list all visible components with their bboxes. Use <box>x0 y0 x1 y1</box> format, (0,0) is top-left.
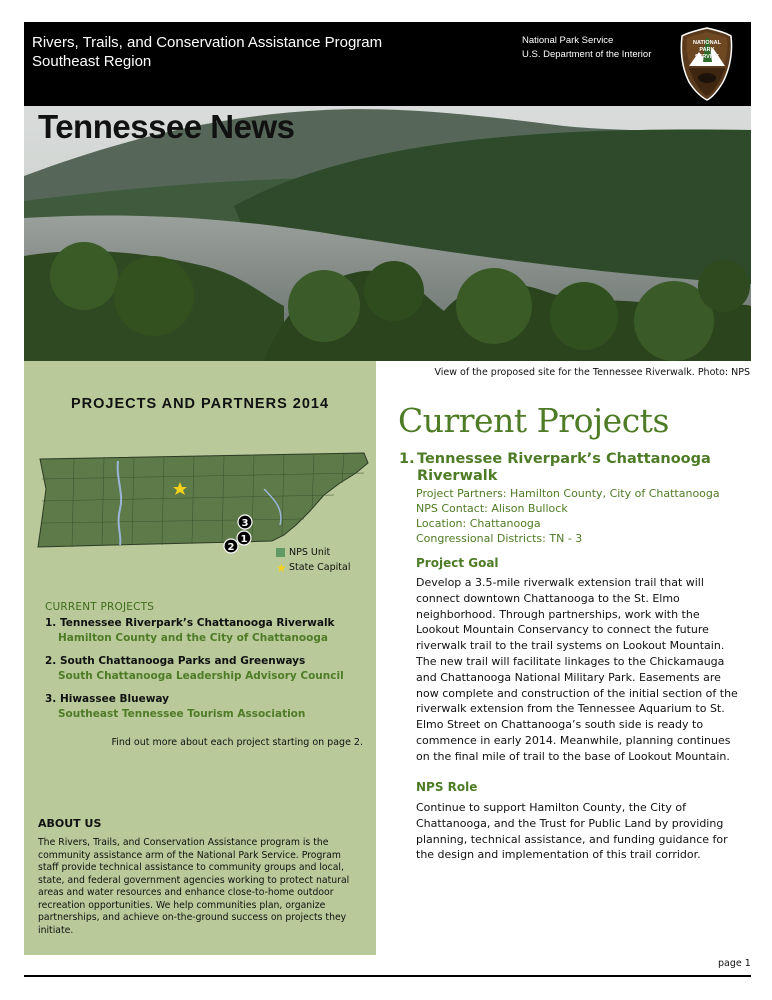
project-number: 1. <box>399 451 415 467</box>
project-name: 1. Tennessee Riverpark’s Chattanooga Riverwalk <box>45 617 335 629</box>
current-projects-list <box>45 616 365 730</box>
agency-line-2: U.S. Department of the Interior <box>522 49 652 60</box>
nps-contact: NPS Contact: Alison Bullock <box>416 502 568 515</box>
project-title-line-2: Riverwalk <box>417 468 498 484</box>
agency-line-1: National Park Service <box>522 35 614 46</box>
congressional-districts: Congressional Districts: TN - 3 <box>416 532 583 545</box>
logo-text-service: SERVICE <box>694 54 720 60</box>
project-name: 2. South Chattanooga Parks and Greenways <box>45 655 306 667</box>
page-number: page 1 <box>718 958 751 969</box>
project-goal-heading: Project Goal <box>416 556 499 570</box>
project-partner: Southeast Tennessee Tourism Association <box>58 708 306 720</box>
list-item <box>45 692 365 722</box>
project-partner: South Chattanooga Leadership Advisory Council <box>58 670 344 682</box>
nps-unit-swatch-icon <box>276 548 285 557</box>
project-name: 3. Hiwassee Blueway <box>45 693 170 705</box>
nps-arrowhead-logo <box>679 26 735 102</box>
program-title: Rivers, Trails, and Conservation Assistance Program <box>32 34 383 51</box>
marker-3-label: 3 <box>241 518 249 529</box>
legend-state-capital <box>276 560 350 575</box>
project-partner: Hamilton County and the City of Chattanooga <box>58 632 328 644</box>
star-icon: ★ <box>276 560 287 575</box>
nps-role-text: Continue to support Hamilton County, the City of Chattanooga, and the Trust for Public Land by providing planning, technical assistance, and funding guidance for the design and implementation of this trail corridor. <box>416 801 728 862</box>
list-item <box>45 654 365 684</box>
project-goal-text: Develop a 3.5-mile riverwalk extension trail that will connect downtown Chattanooga to the St. Elmo neighborhood. Through partnerships, work with the Lookout Mountain Conservancy to connect the future riverwalk trail to the trail systems on Lookout Mountain. The new trail will facilitate linkages to the Chickamauga and Chattanooga National Military Park. Easements are now complete and construction of the initial section of the riverwalk extension from the Tennessee Aquarium to St. Elmo Street on Chattanooga’s south side is ready to commence in early 2014. Meanwhile, planning continues on the final mile of trail to the base of Lookout Mountain. <box>416 576 738 763</box>
current-projects-title: Current Projects <box>398 401 669 440</box>
project-partners: Project Partners: Hamilton County, City of Chattanooga <box>416 487 720 500</box>
legend-nps-unit <box>276 545 350 560</box>
tennessee-map <box>34 449 374 559</box>
project-title-line-1: Tennessee Riverpark’s Chattanooga <box>417 451 711 467</box>
logo-text-park: PARK <box>699 47 715 53</box>
program-name <box>32 33 382 71</box>
current-projects-heading: CURRENT PROJECTS <box>45 601 155 613</box>
legend-state-capital-label: State Capital <box>289 562 351 573</box>
map-legend <box>276 545 350 575</box>
agency-name <box>522 34 651 62</box>
hero-photo <box>24 106 751 361</box>
project-title <box>399 451 739 485</box>
program-region: Southeast Region <box>32 53 152 70</box>
about-us-heading: ABOUT US <box>38 817 102 830</box>
about-us-text: The Rivers, Trails, and Conservation Assistance program is the community assistance arm of the National Park Service. Program staff provide technical assistance to community groups and local, state, and federal government agencies working to protect natural areas and water resources and enhance close-to-home outdoor recreation opportunities. We help communities plan, organize partnerships, and achieve on-the-ground success on projects they initiate. <box>38 837 350 936</box>
marker-2-label: 2 <box>227 542 235 553</box>
list-item <box>45 616 365 646</box>
logo-text-national: NATIONAL <box>692 40 722 46</box>
footer-divider <box>24 975 751 977</box>
find-more-note: Find out more about each project starting on page 2. <box>111 737 363 748</box>
marker-1-label: 1 <box>240 534 248 545</box>
nps-role-heading: NPS Role <box>416 780 478 794</box>
header-band <box>24 22 751 106</box>
sidebar-panel <box>24 361 376 955</box>
project-details <box>416 486 720 546</box>
project-location: Location: Chattanooga <box>416 517 541 530</box>
photo-caption: View of the proposed site for the Tennessee Riverwalk. Photo: NPS <box>434 367 750 378</box>
sidebar-title: PROJECTS AND PARTNERS 2014 <box>70 396 330 412</box>
newsletter-title: Tennessee News <box>38 108 295 145</box>
legend-nps-unit-label: NPS Unit <box>289 547 331 558</box>
